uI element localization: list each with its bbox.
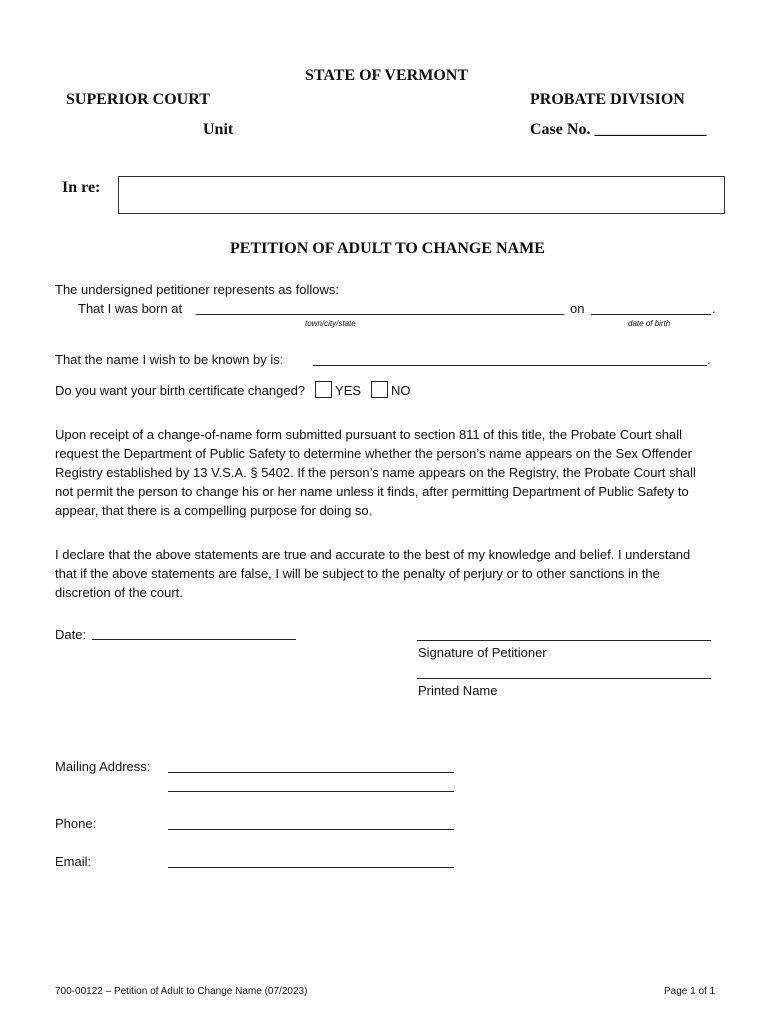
mailing-address-line-2[interactable] xyxy=(168,791,454,792)
footer-page-number: Page 1 of 1 xyxy=(664,986,716,997)
date-of-birth-field[interactable] xyxy=(591,314,711,315)
phone-label: Phone: xyxy=(55,816,97,831)
birth-certificate-row xyxy=(55,381,411,400)
birth-certificate-question: Do you want your birth certificate changed? xyxy=(55,383,306,398)
state-heading: STATE OF VERMONT xyxy=(305,67,468,84)
declaration-paragraph: I declare that the above statements are true and accurate to the best of my knowledge and belief. I understand that if the above statements are false, I will be subject to the penalty of perjury or to other sanctions in the discretion of the court. xyxy=(55,547,691,600)
town-hint: town/city/state xyxy=(305,319,356,328)
intro-text: The undersigned petitioner represents as follows: xyxy=(55,282,339,297)
division-heading: PROBATE DIVISION xyxy=(530,91,685,108)
in-re-label: In re: xyxy=(62,179,101,196)
printed-name-line[interactable] xyxy=(417,678,711,679)
court-heading: SUPERIOR COURT xyxy=(66,91,210,108)
date-field[interactable] xyxy=(92,639,296,640)
signature-line[interactable] xyxy=(417,640,711,641)
date-label: Date: xyxy=(55,627,87,642)
new-name-field[interactable] xyxy=(313,365,707,366)
yes-label: YES xyxy=(335,383,362,398)
on-label: on xyxy=(570,301,585,316)
email-label: Email: xyxy=(55,854,92,869)
footer-form-id: 700-00122 – Petition of Adult to Change Name (07/2023) xyxy=(55,986,308,997)
email-field[interactable] xyxy=(168,867,454,868)
no-label: NO xyxy=(391,383,411,398)
form-title: PETITION OF ADULT TO CHANGE NAME xyxy=(230,240,545,257)
registry-paragraph: Upon receipt of a change-of-name form submitted pursuant to section 811 of this title, the Probate Court shall request the Department of Public Safety to determine whether the person’s name appears on the Sex Offender Registry established by 13 V.S.A. § 5402. If the person’s name appears on the Registry, the Probate Court shall not permit the person to change his or her name unless it finds, after permitting Department of Public Safety to appear, that there is a compelling purpose for doing so. xyxy=(55,427,696,518)
mailing-address-line-1[interactable] xyxy=(168,772,454,773)
no-checkbox[interactable] xyxy=(371,381,388,398)
sentence-period: . xyxy=(712,301,716,316)
new-name-label: That the name I wish to be known by is: xyxy=(55,352,284,367)
unit-label: Unit xyxy=(203,121,234,138)
dob-hint: date of birth xyxy=(628,319,671,328)
sentence-period: . xyxy=(707,352,711,367)
in-re-field[interactable] xyxy=(118,176,725,214)
signature-label: Signature of Petitioner xyxy=(418,645,547,660)
born-at-field[interactable] xyxy=(196,314,564,315)
born-at-label: That I was born at xyxy=(78,301,183,316)
case-number-label: Case No. ______________ xyxy=(530,121,707,138)
mailing-address-label: Mailing Address: xyxy=(55,759,151,774)
printed-name-label: Printed Name xyxy=(418,683,498,698)
yes-checkbox[interactable] xyxy=(315,381,332,398)
phone-field[interactable] xyxy=(168,829,454,830)
